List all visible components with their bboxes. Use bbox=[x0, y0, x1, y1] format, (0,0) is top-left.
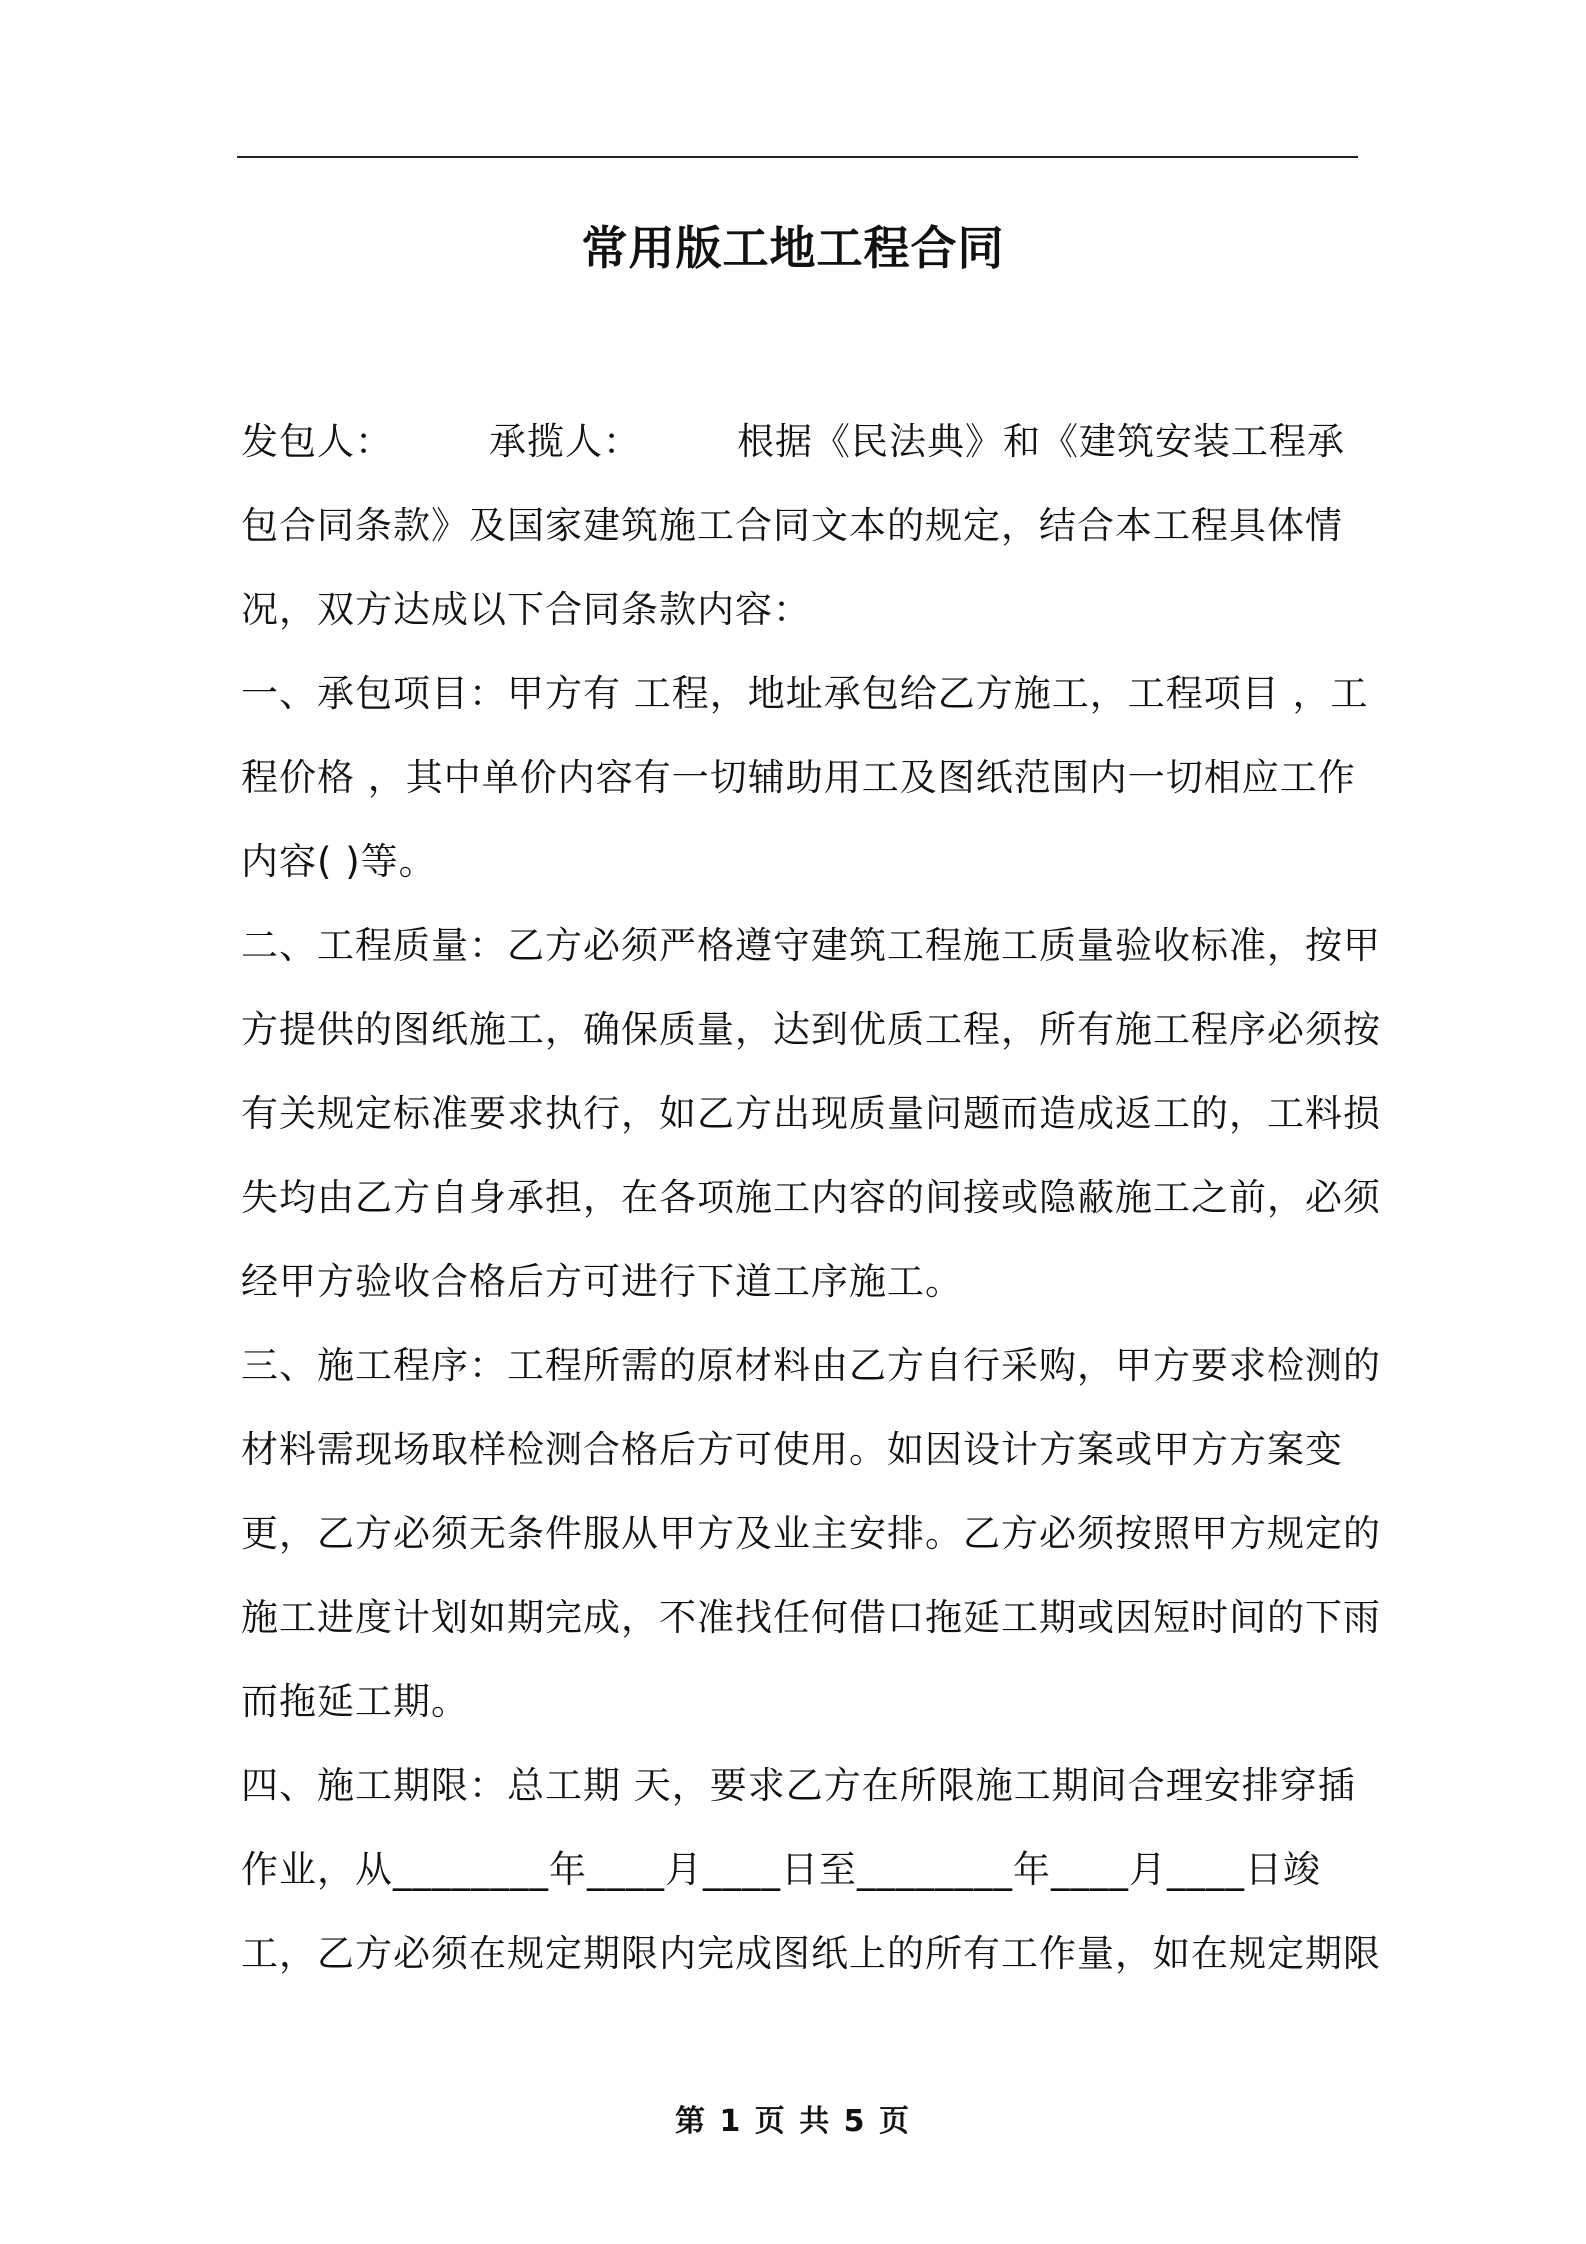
clause-4: 四、施工期限：总工期 天，要求乙方在所限施工期间合理安排穿插作业，从________年____月____日至________年____月____日竣工，乙方必须在规定期限内完成图纸上的所有工作量，如在规定期限 bbox=[241, 1764, 1381, 1975]
opening-paragraph bbox=[241, 400, 1381, 652]
opening-text: 根据《民法典》和《建筑安装工程承包合同条款》及国家建筑施工合同文本的规定，结合本工程具体情况，双方达成以下合同条款内容： bbox=[241, 420, 1345, 631]
clause-3: 三、施工程序：工程所需的原材料由乙方自行采购，甲方要求检测的材料需现场取样检测合格后方可使用。如因设计方案或甲方方案变更，乙方必须无条件服从甲方及业主安排。乙方必须按照甲方规定的施工进度计划如期完成，不准找任何借口拖延工期或因短时间的下雨而拖延工期。 bbox=[241, 1344, 1381, 1723]
party-a-label: 发包人： bbox=[241, 420, 393, 463]
document-title: 常用版工地工程合同 bbox=[581, 221, 1005, 275]
party-b-label: 承揽人： bbox=[489, 420, 641, 463]
page-indicator: 第 1 页 共 5 页 bbox=[675, 2104, 911, 2139]
header-rule bbox=[237, 156, 1358, 158]
clause-2: 二、工程质量：乙方必须严格遵守建筑工程施工质量验收标准，按甲方提供的图纸施工，确保质量，达到优质工程，所有施工程序必须按有关规定标准要求执行，如乙方出现质量问题而造成返工的，工料损失均由乙方自身承担，在各项施工内容的间接或隐蔽施工之前，必须经甲方验收合格后方可进行下道工序施工。 bbox=[241, 924, 1381, 1303]
document-body bbox=[241, 400, 1381, 1996]
clause-1: 一、承包项目：甲方有 工程，地址承包给乙方施工，工程项目 ，工程价格 ，其中单价内容有一切辅助用工及图纸范围内一切相应工作内容( )等。 bbox=[241, 672, 1369, 883]
